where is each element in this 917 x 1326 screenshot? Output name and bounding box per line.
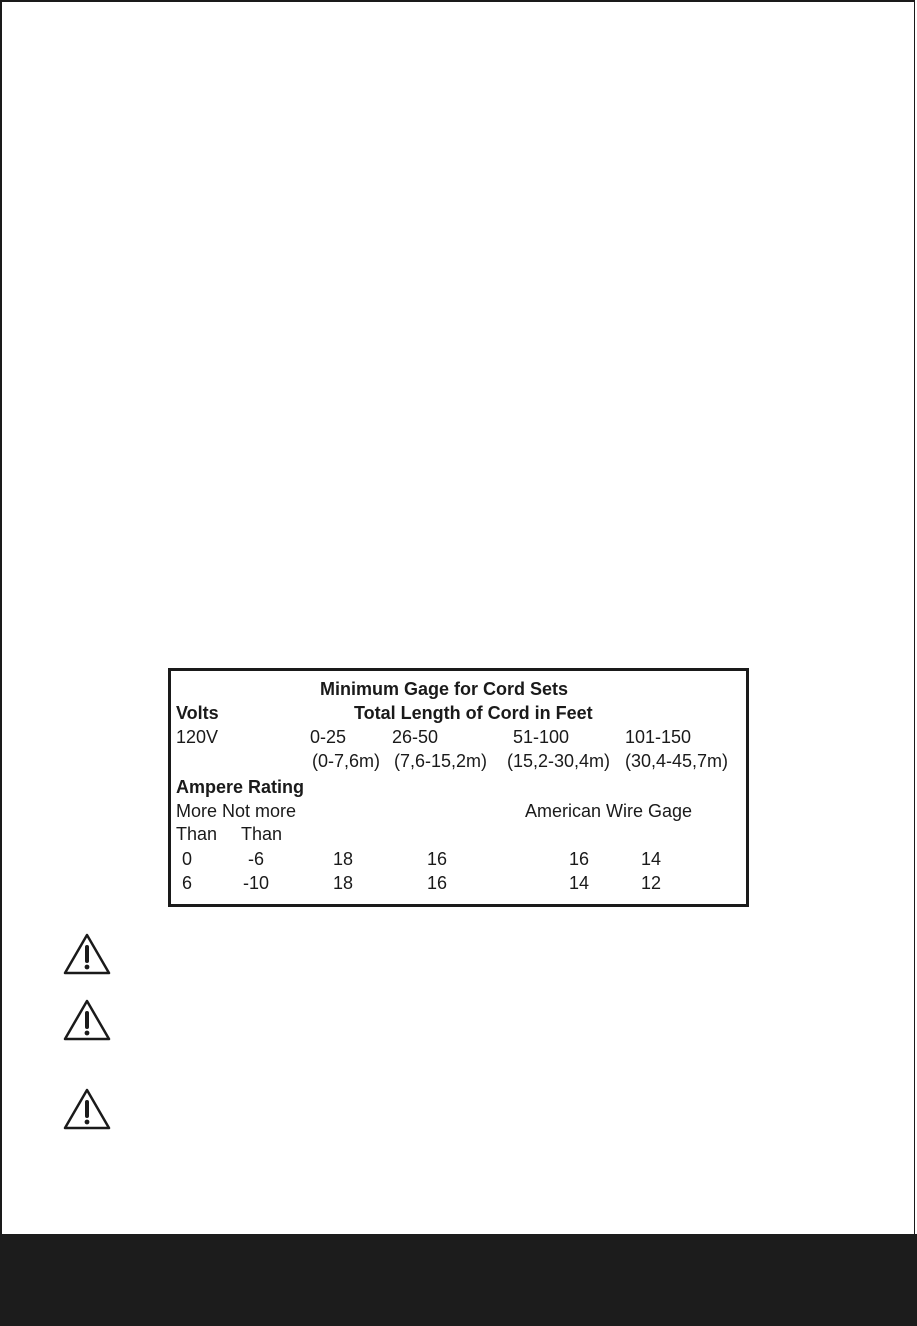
row-1-more-than: 6: [182, 873, 193, 893]
row-1-gage-2: 14: [569, 873, 590, 893]
length-ft-0: 0-25: [310, 727, 347, 747]
warning-triangle-icon: [62, 932, 112, 976]
row-1-gage-1: 16: [427, 873, 448, 893]
length-m-3: (30,4-45,7m): [625, 751, 729, 771]
row-1-not-more-than: -10: [243, 873, 270, 893]
minimum-gage-table: [168, 668, 749, 907]
ampere-heading: Ampere Rating: [176, 777, 305, 797]
row-0-more-than: 0: [182, 849, 193, 869]
length-ft-2: 51-100: [513, 727, 570, 747]
footer-bar: [0, 1234, 917, 1326]
row-0-not-more-than: -6: [248, 849, 265, 869]
row-1-gage-3: 12: [641, 873, 662, 893]
warning-triangle-icon: [62, 1087, 112, 1131]
length-ft-1: 26-50: [392, 727, 439, 747]
awg-label: American Wire Gage: [525, 801, 693, 821]
row-0-gage-3: 14: [641, 849, 662, 869]
length-m-1: (7,6-15,2m): [394, 751, 488, 771]
volts-label: Volts: [176, 703, 219, 723]
voltage-value: 120V: [176, 727, 219, 747]
table-title: Minimum Gage for Cord Sets: [320, 679, 569, 699]
length-ft-3: 101-150: [625, 727, 692, 747]
length-m-2: (15,2-30,4m): [507, 751, 611, 771]
than-label-more: Than: [176, 824, 218, 844]
row-0-gage-0: 18: [333, 849, 354, 869]
row-0-gage-2: 16: [569, 849, 590, 869]
than-label-not-more: Than: [241, 824, 283, 844]
row-0-gage-1: 16: [427, 849, 448, 869]
more-not-more-label: More Not more: [176, 801, 297, 821]
length-heading: Total Length of Cord in Feet: [354, 703, 593, 723]
row-1-gage-0: 18: [333, 873, 354, 893]
warning-triangle-icon: [62, 998, 112, 1042]
length-m-0: (0-7,6m): [312, 751, 381, 771]
